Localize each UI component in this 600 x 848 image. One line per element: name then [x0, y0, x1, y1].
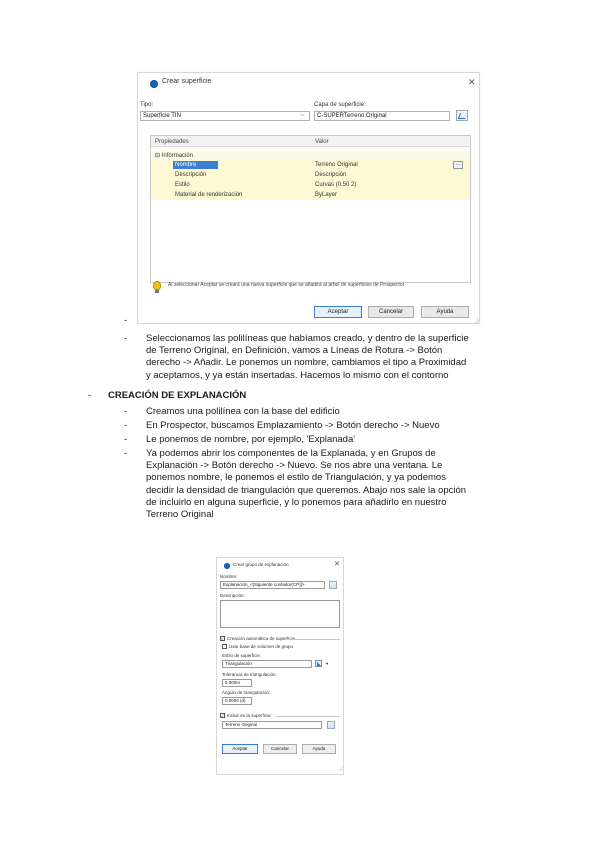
chevron-down-icon[interactable]: ⌵	[300, 112, 305, 118]
property-row-nombre[interactable]	[151, 160, 470, 170]
list-bullet: -	[124, 434, 128, 445]
text-line: de Terreno Original, en Definición, vamos a Líneas de Rotura -> Botón	[146, 345, 443, 357]
section-divider	[287, 639, 340, 640]
dialog-title: Crear superficie	[162, 78, 212, 85]
text-line: Terreno Original	[146, 508, 214, 520]
accept-button[interactable]: Aceptar	[222, 744, 258, 754]
list-bullet: -	[124, 420, 128, 431]
surface-style-select[interactable]	[222, 660, 312, 668]
close-icon[interactable]: ✕	[334, 561, 340, 568]
angle-label: Ángulo de triangulación:	[222, 690, 271, 695]
tolerance-label: Tolerancia de triangulación:	[222, 672, 277, 677]
properties-grid	[150, 135, 471, 283]
property-value[interactable]: Terreno Original	[315, 162, 358, 168]
chevron-down-icon[interactable]: ▾	[326, 661, 329, 666]
style-picker-icon[interactable]	[315, 660, 322, 667]
list-bullet: -	[124, 406, 128, 417]
property-key: Material de renderización	[175, 192, 243, 198]
property-row-estilo[interactable]	[151, 180, 470, 190]
surface-type-select[interactable]	[140, 111, 310, 121]
info-group-row[interactable]	[151, 150, 470, 160]
type-label: Tipo:	[140, 102, 154, 108]
dialog-titlebar	[138, 73, 479, 93]
volume-base-checkbox[interactable]	[222, 644, 227, 649]
list-bullet: -	[124, 333, 128, 344]
name-template-icon[interactable]	[329, 581, 337, 589]
grid-header	[151, 136, 470, 147]
target-surface-value: Terreno Original	[225, 722, 258, 727]
tolerance-input[interactable]: 5.000m	[222, 679, 252, 687]
property-row-material[interactable]	[151, 190, 470, 200]
civil3d-app-icon	[150, 80, 158, 88]
heading-bullet: -	[88, 390, 92, 401]
ellipsis-button[interactable]: ...	[453, 161, 463, 169]
surface-style-value: Triangulación	[225, 661, 252, 666]
surface-style-label: Estilo de superficie:	[222, 653, 262, 658]
resize-grip-icon[interactable]	[338, 766, 343, 771]
cancel-button[interactable]: Cancelar	[368, 306, 414, 318]
surface-layer-value: C-SUPERTerreno Original	[317, 113, 387, 119]
text-line: Seleccionamos las polilíneas que habíamos creado, y dentro de la superficie	[146, 333, 469, 344]
property-key: Estilo	[175, 182, 190, 188]
accept-button[interactable]: Aceptar	[314, 306, 362, 318]
create-surface-dialog	[137, 72, 480, 324]
value-column-header: Valor	[315, 139, 329, 145]
property-key: Descripción	[175, 172, 207, 178]
auto-surface-checkbox[interactable]: ✓	[221, 636, 225, 641]
list-item-breaklines	[146, 333, 526, 382]
resize-grip-icon[interactable]	[473, 317, 479, 323]
text-line: Explanación -> Botón derecho -> Nuevo. Se nos abre una ventana. Le	[146, 460, 443, 472]
angle-input[interactable]: 0.0000 (d)	[222, 697, 252, 705]
civil3d-app-icon	[224, 563, 230, 569]
name-label: Nombre:	[220, 574, 238, 579]
create-grading-group-dialog	[216, 557, 344, 775]
property-value[interactable]: Descripción	[315, 172, 347, 178]
property-key: Nombre	[173, 161, 218, 169]
help-button[interactable]: Ayuda	[302, 744, 336, 754]
list-item: En Prospector, buscamos Emplazamiento -> Botón derecho -> Nuevo	[146, 420, 440, 431]
description-textarea[interactable]	[220, 600, 340, 628]
list-item-grading-groups	[146, 448, 526, 521]
list-item: Creamos una polilínea con la base del edificio	[146, 406, 340, 417]
section-divider	[275, 716, 340, 717]
property-value[interactable]: ByLayer	[315, 192, 338, 198]
info-message: Al seleccionar Aceptar se creará una nueva superficie que se añadirá al árbol de superficies de Prospector.	[168, 282, 406, 288]
text-line: de incluirlo en alguna superficie, y lo ponemos para añadirlo en nuestro	[146, 496, 447, 508]
property-value[interactable]: Curvas (0.50 2)	[315, 182, 357, 188]
name-input[interactable]: Explanación_<[Siguiente contador(CP)]>	[220, 581, 325, 589]
lightbulb-icon	[152, 281, 162, 294]
property-row-descripcion[interactable]	[151, 170, 470, 180]
list-item: Le ponemos de nombre, por ejemplo, 'Explanada'	[146, 434, 356, 445]
description-label: Descripción:	[220, 593, 245, 598]
info-group-label: ⊟ Información	[155, 153, 194, 159]
help-button[interactable]: Ayuda	[421, 306, 469, 318]
cancel-button[interactable]: Cancelar	[263, 744, 297, 754]
text-line: derecho -> Añadir. Le ponemos un nombre, cambiamos el tipo a Proximidad	[146, 357, 467, 369]
surface-type-value: Superficie TIN	[143, 113, 181, 119]
layer-picker-icon[interactable]	[456, 110, 468, 121]
surface-picker-icon[interactable]	[327, 721, 335, 729]
auto-surface-label: Creación automática de superficie	[227, 636, 296, 641]
dialog-title: Crear grupo de explanación	[233, 562, 289, 567]
properties-column-header: Propiedades	[155, 139, 189, 145]
text-line: Ya podemos abrir los componentes de la Explanada, y en Grupos de	[146, 448, 436, 459]
close-icon[interactable]: ✕	[468, 77, 476, 87]
empty-list-dash: -	[124, 315, 128, 326]
text-line: decidir la densidad de triangulación que queremos. Abajo nos sale la opción	[146, 484, 467, 496]
list-bullet: -	[124, 448, 128, 459]
text-line: ponemos nombre, le ponemos el estilo de Triangulación, y ya podemos	[146, 472, 446, 484]
include-surface-checkbox[interactable]: ✓	[221, 713, 225, 718]
target-surface-select[interactable]	[222, 721, 322, 729]
include-surface-label: Incluir en la superficie:	[227, 713, 272, 718]
volume-base-label: Usar base de volumen de grupo	[229, 644, 294, 649]
section-heading: CREACIÓN DE EXPLANACIÓN	[108, 390, 247, 401]
text-line: y aceptamos, y ya están insertadas. Hacemos lo mismo con el contorno	[146, 369, 449, 381]
surface-layer-field[interactable]	[314, 111, 450, 121]
surface-layer-label: Capa de superficie:	[314, 102, 366, 108]
